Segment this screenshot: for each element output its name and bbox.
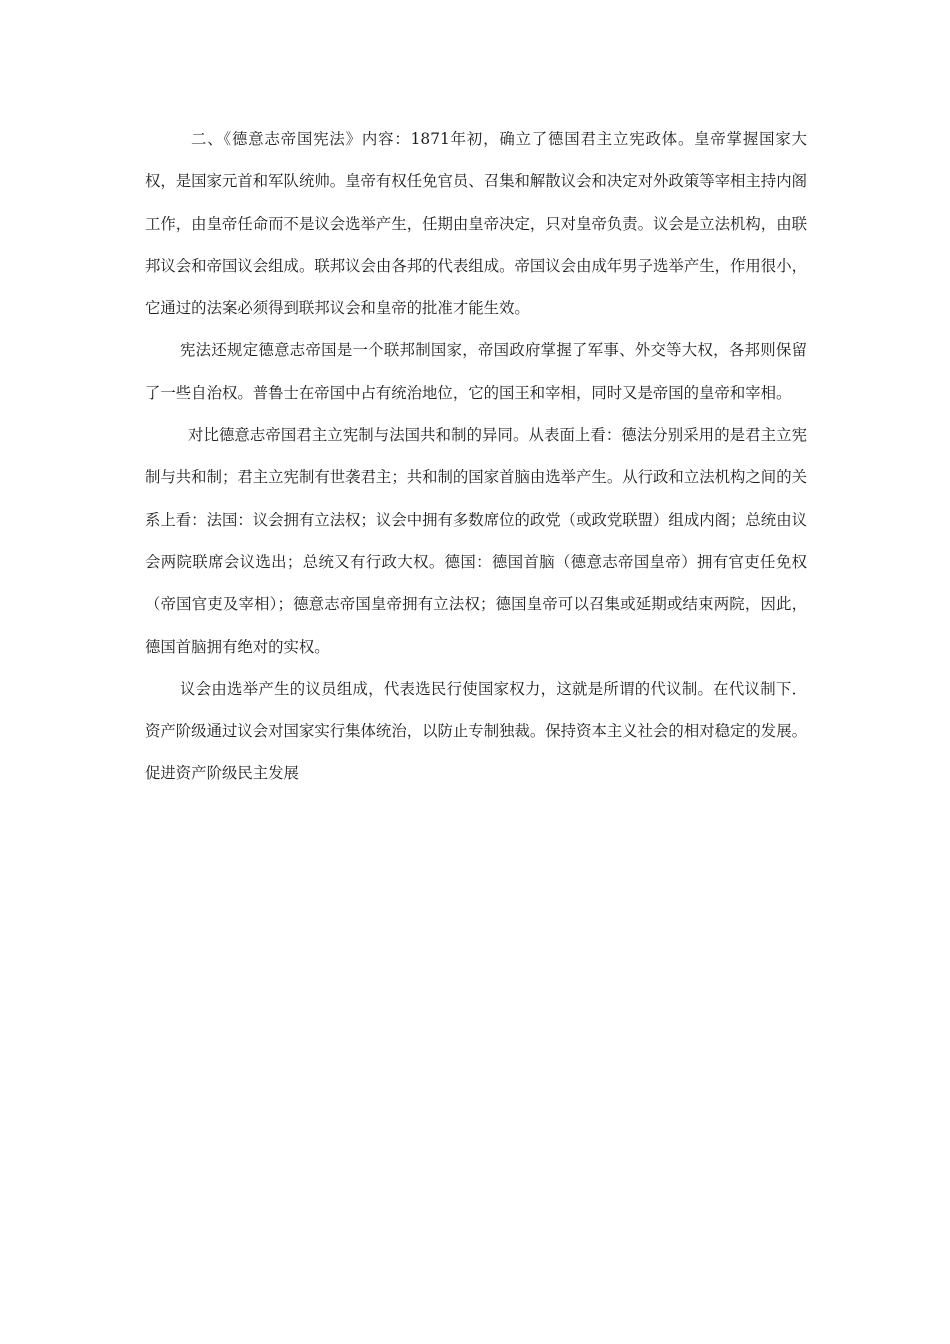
paragraph-constitution-content: 二、《德意志帝国宪法》内容：1871年初，确立了德国君主立宪政体。皇帝掌握国家大权，是国家元首和军队统帅。皇帝有权任免官员、召集和解散议会和决定对外政策等宰相主持内阁工作，由皇帝任命而不是议会选举产生，任期由皇帝决定，只对皇帝负责。议会是立法机构，由联邦议会和帝国议会组成。联邦议会由各邦的代表组成。帝国议会由成年男子选举产生，作用很小，它通过的法案必须得到联邦议会和皇帝的批准才能生效。 (145, 130, 807, 318)
paragraph-representative-system: 议会由选举产生的议员组成，代表选民行使国家权力，这就是所谓的代议制。在代议制下．资产阶级通过议会对国家实行集体统治，以防止专制独裁。保持资本主义社会的相对稳定的发展。促进资产阶级民主发展 (145, 679, 807, 783)
document-body (145, 118, 807, 795)
paragraph-comparison: 对比德意志帝国君主立宪制与法国共和制的异同。从表面上看：德法分别采用的是君主立宪制与共和制；君主立宪制有世袭君主；共和制的国家首脑由选举产生。从行政和立法机构之间的关系上看：法国：议会拥有立法权；议会中拥有多数席位的政党（或政党联盟）组成内阁；总统由议会两院联席会议选出；总统又有行政大权。德国：德国首脑（德意志帝国皇帝）拥有官吏任免权（帝国官吏及宰相）；德意志帝国皇帝拥有立法权；德国皇帝可以召集或延期或结束两院，因此，德国首脑拥有绝对的实权。 (145, 426, 807, 656)
paragraph-federal-system: 宪法还规定德意志帝国是一个联邦制国家，帝国政府掌握了军事、外交等大权，各邦则保留了一些自治权。普鲁士在帝国中占有统治地位，它的国王和宰相，同时又是帝国的皇帝和宰相。 (145, 341, 807, 402)
